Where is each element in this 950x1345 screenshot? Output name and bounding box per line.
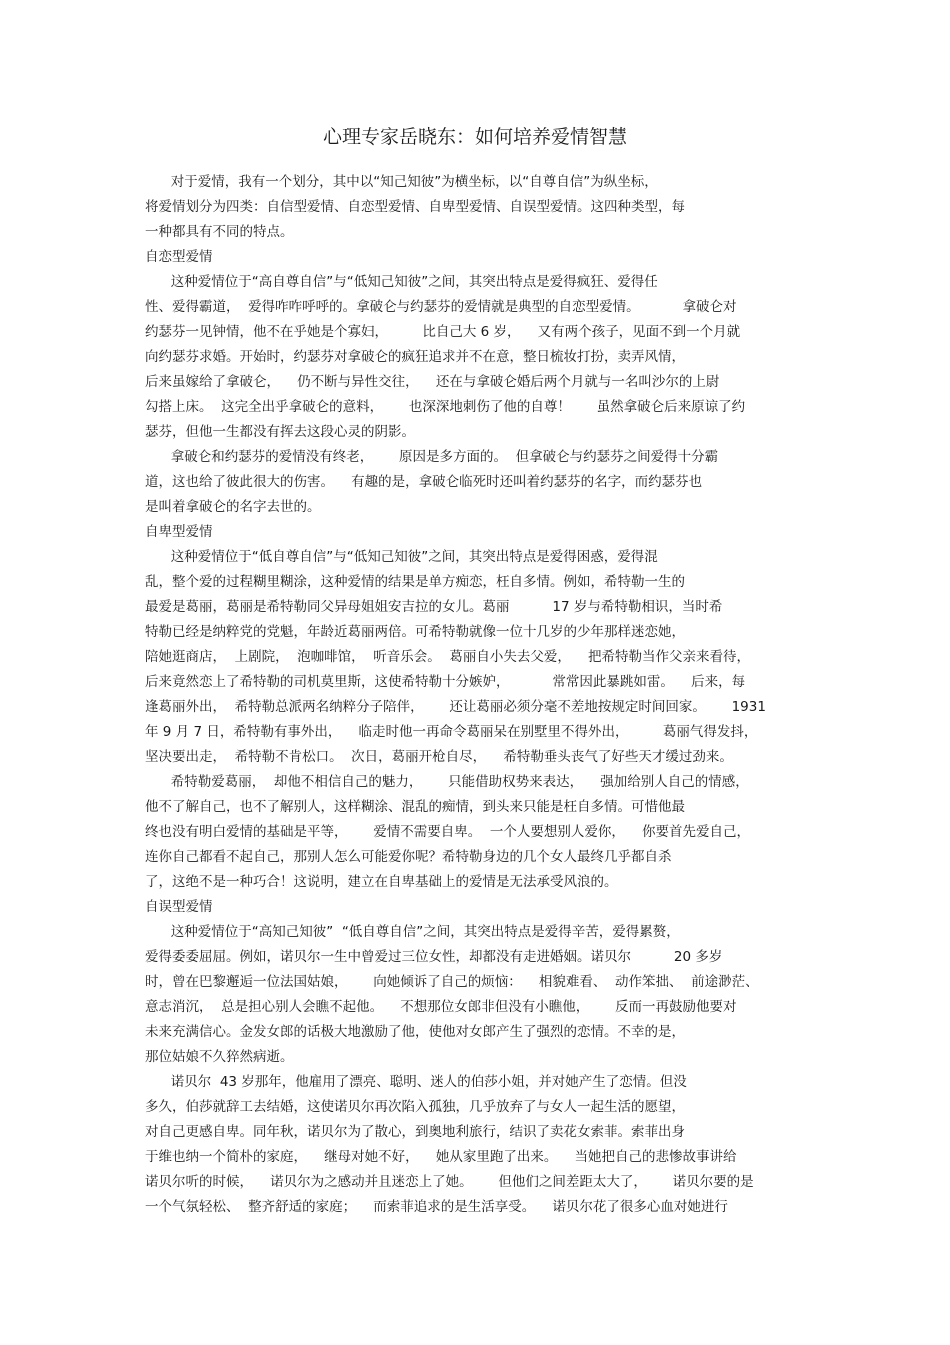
body-text-line: 一个气氛轻松、 整齐舒适的家庭； 而索菲追求的是生活享受。 诺贝尔花了很多心血对她进行 — [145, 1199, 728, 1215]
body-text-line: 这种爱情位于“高自尊自信”与“低知己知彼”之间，其突出特点是爱得疯狂、爱得任 — [145, 274, 658, 290]
section-heading: 自卑型爱情 — [145, 524, 213, 540]
body-text-line: 那位姑娘不久猝然病逝。 — [145, 1049, 294, 1065]
body-text-line: 了，这绝不是一种巧合！这说明，建立在自卑基础上的爱情是无法承受风浪的。 — [145, 874, 618, 890]
body-text-line: 时，曾在巴黎邂逅一位法国姑娘， 向她倾诉了自己的烦恼： 相貌难看、 动作笨拙、 前途渺茫、 — [145, 974, 759, 990]
body-text-line: 拿破仑和约瑟芬的爱情没有终老， 原因是多方面的。 但拿破仑与约瑟芬之间爱得十分霸 — [145, 449, 719, 465]
body-text-line: 性、爱得霸道， 爱得咋咋呼呼的。拿破仑与约瑟芬的爱情就是典型的自恋型爱情。 拿破仑对 — [145, 299, 737, 315]
body-text-line: 希特勒爱葛丽， 却他不相信自己的魅力， 只能借助权势来表达， 强加给别人自己的情感， — [145, 774, 749, 790]
body-text-line: 道，这也给了彼此很大的伤害。 有趣的是，拿破仑临死时还叫着约瑟芬的名字，而约瑟芬也 — [145, 474, 703, 490]
body-text-line: 诺贝尔听的时候， 诺贝尔为之感动并且迷恋上了她。 但他们之间差距太大了， 诺贝尔要的是 — [145, 1174, 754, 1190]
body-text-line: 约瑟芬一见钟情，他不在乎她是个寡妇， 比自己大 6 岁， 又有两个孩子，见面不到一个月就 — [145, 324, 741, 340]
body-text-line: 将爱情划分为四类：自信型爱情、自恋型爱情、自卑型爱情、自误型爱情。这四种类型，每 — [145, 199, 685, 215]
body-text-line: 坚决要出走， 希特勒不肯松口。 次日，葛丽开枪自尽， 希特勒垂头丧气了好些天才缓过劲来。 — [145, 749, 733, 765]
body-text-line: 向约瑟芬求婚。开始时，约瑟芬对拿破仑的疯狂追求并不在意，整日梳妆打扮，卖弄风情， — [145, 349, 685, 365]
body-text-line: 对于爱情，我有一个划分，其中以“知己知彼”为横坐标，以“自尊自信”为纵坐标， — [145, 174, 658, 190]
body-text-line: 连你自己都看不起自己，那别人怎么可能爱你呢？希特勒身边的几个女人最终几乎都自杀 — [145, 849, 672, 865]
body-text-line: 一种都具有不同的特点。 — [145, 224, 294, 240]
body-text-line: 特勒已经是纳粹党的党魁，年龄近葛丽两倍。可希特勒就像一位十几岁的少年那样迷恋她， — [145, 624, 685, 640]
body-text-line: 这种爱情位于“高知己知彼” “低自尊自信”之间，其突出特点是爱得辛苦，爱得累赘， — [145, 924, 680, 940]
body-text-line: 后来虽嫁给了拿破仑， 仍不断与异性交往， 还在与拿破仑婚后两个月就与一名叫沙尔的上尉 — [145, 374, 720, 390]
body-text-line: 多久，伯莎就辞工去结婚，这使诺贝尔再次陷入孤独，几乎放弃了与女人一起生活的愿望， — [145, 1099, 685, 1115]
body-text-line: 瑟芬，但他一生都没有挥去这段心灵的阴影。 — [145, 424, 415, 440]
body-text-line: 终也没有明白爱情的基础是平等， 爱情不需要自卑。 一个人要想别人爱你， 你要首先爱自己， — [145, 824, 750, 840]
body-text-line: 最爱是葛丽，葛丽是希特勒同父异母姐姐安吉拉的女儿。葛丽 17 岁与希特勒相识，当时希 — [145, 599, 723, 615]
body-text-line: 陪她逛商店， 上剧院， 泡咖啡馆， 听音乐会。 葛丽自小失去父爱， 把希特勒当作父亲来看待， — [145, 649, 750, 665]
body-text-line: 爱得委委屈屈。例如，诺贝尔一生中曾爱过三位女性，却都没有走进婚姻。诺贝尔 20 多岁 — [145, 949, 723, 965]
body-text-line: 逢葛丽外出， 希特勒总派两名纳粹分子陪伴， 还让葛丽必须分毫不差地按规定时间回家。 1931 — [145, 699, 766, 715]
body-text-line: 意志消沉， 总是担心别人会瞧不起他。 不想那位女郎非但没有小瞧他， 反而一再鼓励他要对 — [145, 999, 737, 1015]
body-text-line: 于维也纳一个简朴的家庭， 继母对她不好， 她从家里跑了出来。 当她把自己的悲惨故事讲给 — [145, 1149, 737, 1165]
body-text-line: 年 9 月 7 日，希特勒有事外出， 临走时他一再命令葛丽呆在别墅里不得外出， 葛丽气得发抖， — [145, 724, 758, 740]
section-heading: 自误型爱情 — [145, 899, 213, 915]
body-text-line: 对自己更感自卑。同年秋，诺贝尔为了散心，到奥地利旅行，结识了卖花女索菲。索菲出身 — [145, 1124, 685, 1140]
body-text-line: 勾搭上床。 这完全出乎拿破仑的意料， 也深深地刺伤了他的自尊！ 虽然拿破仑后来原谅了约 — [145, 399, 746, 415]
body-text-line: 他不了解自己，也不了解别人，这样糊涂、混乱的痴情，到头来只能是枉自多情。可惜他最 — [145, 799, 685, 815]
body-text-line: 这种爱情位于“低自尊自信”与“低知己知彼”之间，其突出特点是爱得困惑，爱得混 — [145, 549, 658, 565]
body-text-line: 诺贝尔 43 岁那年，他雇用了漂亮、聪明、迷人的伯莎小姐，并对她产生了恋情。但没 — [145, 1074, 687, 1090]
body-text-line: 未来充满信心。金发女郎的话极大地激励了他，使他对女郎产生了强烈的恋情。不幸的是， — [145, 1024, 685, 1040]
document-title: 心理专家岳晓东：如何培养爱情智慧 — [322, 126, 627, 148]
body-text-line: 乱，整个爱的过程糊里糊涂，这种爱情的结果是单方痴恋，枉自多情。例如，希特勒一生的 — [145, 574, 685, 590]
body-text-line: 是叫着拿破仑的名字去世的。 — [145, 499, 321, 515]
body-text-line: 后来竟然恋上了希特勒的司机莫里斯，这使希特勒十分嫉妒， 常常因此暴跳如雷。 后来，每 — [145, 674, 746, 690]
section-heading: 自恋型爱情 — [145, 249, 213, 265]
